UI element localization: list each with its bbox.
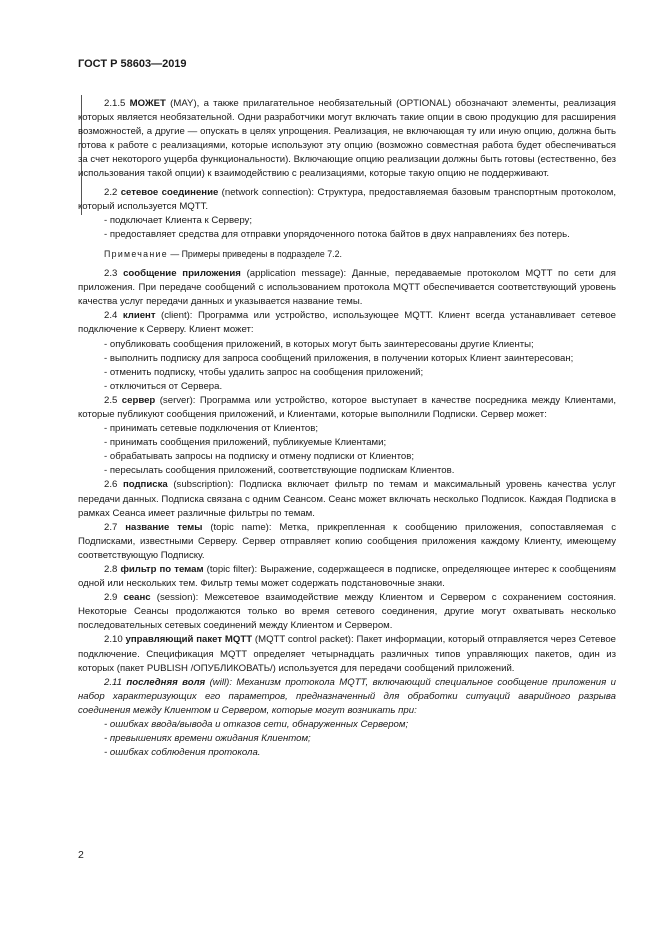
clause-2-3: 2.3 сообщение приложения (application message): Данные, передаваемые протоколом MQTT по сети для приложения. При передаче сообщений с использованием протокола MQTT обеспечивается соответствующий уровень качества услуг передачи данных и указывается название темы. — [78, 268, 616, 308]
term: последняя воля — [126, 676, 206, 688]
list-item: - ошибках ввода/вывода и отказов сети, обнаруженных Сервером; — [104, 719, 409, 731]
term: подписка — [122, 479, 168, 491]
list-item: - подключает Клиента к Серверу; — [104, 214, 253, 226]
term: управляющий пакет MQTT — [125, 634, 253, 646]
term: МОЖЕТ — [129, 98, 166, 109]
clause-2-6: 2.6 подписка (subscription): Подписка включает фильтр по темам и максимальный уровень качества услуг передачи данных. Подписка связана с одним Сеансом. Сеанс может включать несколько Подписок. Каждая Подписка в рамках Сеанса имеет различные фильтры по темам. — [78, 479, 616, 519]
term: сообщение приложения — [123, 268, 241, 280]
list-item: - предоставляет средства для отправки упорядоченного потока байтов в двух направлениях без потерь. — [104, 228, 570, 240]
clause-2-2: 2.2 сетевое соединение (network connection): Структура, предоставляемая базовым транспортным протоколом, который используется MQTT. — [78, 186, 616, 212]
list-item: - отменить подписку, чтобы удалить запрос на сообщения приложений; — [104, 366, 424, 378]
page-number: 2 — [78, 849, 84, 861]
list-item: - отключиться от Сервера. — [104, 380, 223, 392]
term: клиент — [122, 310, 156, 322]
clause-2-1-5: 2.1.5 МОЖЕТ (MAY), а также прилагательное необязательный (OPTIONAL) обозначают элементы, реализация которых является необязательной. Одни разработчики могут включать такие опции в свою продукцию для расширения возможностей, а другие — опускать в целях упрощения. Реализация, не включающая ту или иную опцию, должна быть готова к работе с реализациями, которые используют эту опцию (возможно совместная работа будет обеспечиваться за счет некоторого ущерба функциональности). Включающие опцию реализации должны быть готовы (естественно, без использования такой опции) к взаимодействию с реализациями, которые такую опцию не поддерживают. — [78, 98, 616, 180]
term: сеанс — [123, 592, 151, 604]
clause-2-11: 2.11 последняя воля (will): Механизм протокола MQTT, включающий специальное сообщение приложения и набор характеризующих его параметров, предназначенный для обработки ситуаций аварийного разрыва соединения между Клиентом и Сервером, которые могут возникать при: — [78, 676, 616, 716]
clause-2-7: 2.7 название темы (topic name): Метка, прикрепленная к сообщению приложения, сопоставляемая с Подписками, известными Серверу. Сервер отправляет копию сообщения приложения каждому Клиенту, имеющему соответствующую Подписку. — [78, 521, 617, 561]
document-header: ГОСТ Р 58603—2019 — [78, 58, 187, 70]
list-item: - ошибках соблюдения протокола. — [104, 747, 261, 759]
note-label: Примечание — [104, 248, 168, 259]
clause-2-9: 2.9 сеанс (session): Межсетевое взаимодействие между Клиентом и Сервером с сохранением состояния. Некоторые Сеансы продолжаются только во время сетевого соединения, другие могут охватывать несколько последовательных сетевых соединений между Клиентом и Сервером. — [78, 592, 616, 632]
list-item: - обрабатывать запросы на подписку и отмену подписки от Клиентов; — [104, 451, 414, 463]
note: Примечание — Примеры приведены в подразделе 7.2. — [104, 248, 342, 259]
list-item: - принимать сетевые подключения от Клиентов; — [104, 423, 319, 435]
list-item: - выполнить подписку для запроса сообщений приложения, в получении которых Клиент заинтересован; — [104, 352, 574, 364]
clause-2-10: 2.10 управляющий пакет MQTT (MQTT control packet): Пакет информации, который отправляется через Сетевое подключение. Спецификация MQTT определяет четырнадцать различных типов управляющих пакетов, один из которых (пакет PUBLISH /ОПУБЛИКОВАТЬ/) используется для передачи сообщений приложений. — [78, 634, 616, 674]
term: фильтр по темам — [120, 564, 204, 575]
list-item: - пересылать сообщения приложений, соответствующие подпискам Клиентов. — [104, 465, 455, 477]
clause-2-5: 2.5 сервер (server): Программа или устройство, которое выступает в качестве посредника между Клиентами, которые публикуют сообщения приложений, и Клиентами, которые выполнили Подписки. Сервер может: — [78, 394, 616, 420]
document-body — [78, 97, 616, 760]
clause-2-4: 2.4 клиент (client): Программа или устройство, использующее MQTT. Клиент всегда устанавливает сетевое подключение к Серверу. Клиент может: — [78, 310, 616, 336]
list-item: - принимать сообщения приложений, публикуемые Клиентами; — [104, 437, 387, 449]
list-item: - опубликовать сообщения приложений, в которых могут быть заинтересованы другие Клиенты; — [104, 338, 534, 350]
clause-2-8: 2.8 фильтр по темам (topic filter): Выражение, содержащееся в подписке, определяющее интерес к сообщениям одной или нескольких тем. Фильтр темы может содержать подстановочные знаки. — [78, 564, 616, 590]
list-item: - превышениях времени ожидания Клиентом; — [104, 733, 311, 745]
term: сетевое соединение — [120, 186, 219, 198]
term: сервер — [121, 394, 156, 406]
term: название темы — [125, 521, 203, 533]
